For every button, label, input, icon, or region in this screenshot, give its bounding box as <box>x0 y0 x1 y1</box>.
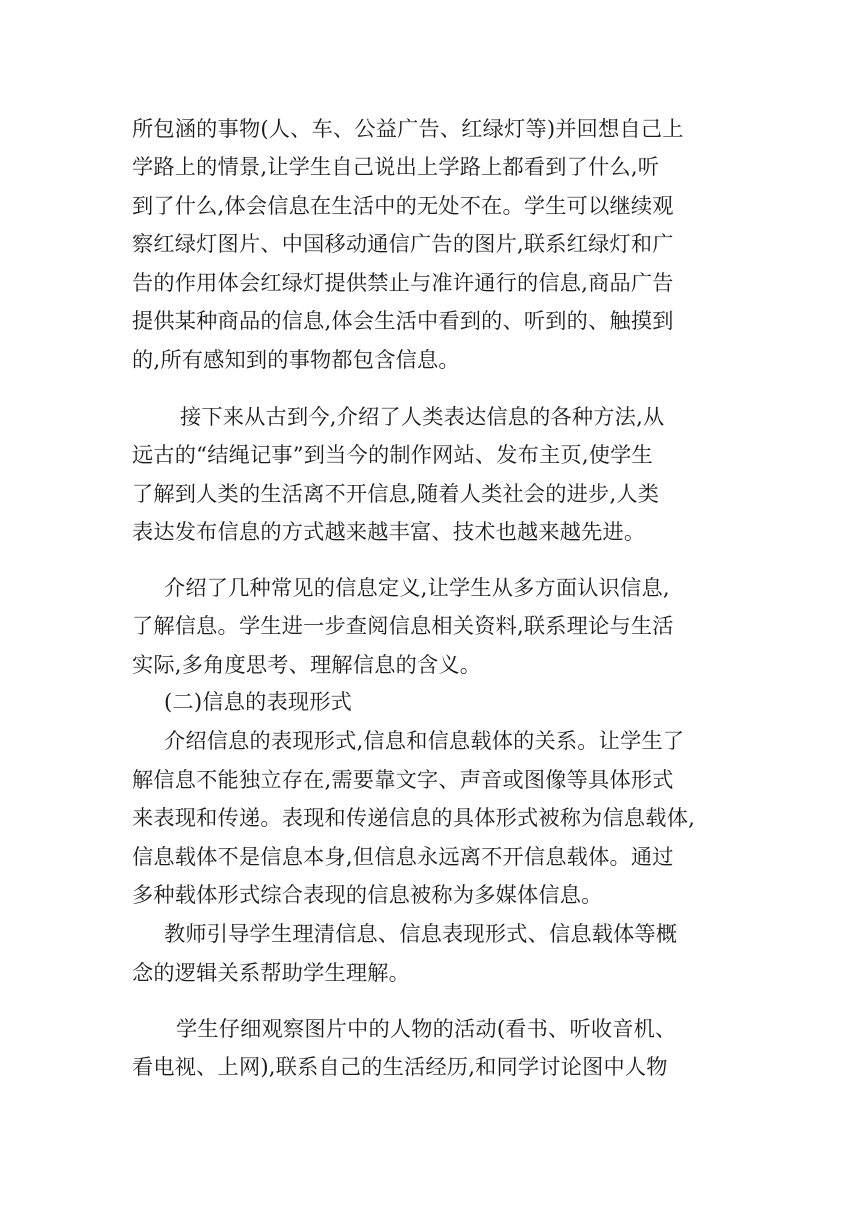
text-line: 表达发布信息的方式越来越丰富、技术也越来越先进。 <box>132 519 646 544</box>
text-line: 实际,多角度思考、理解信息的含义。 <box>132 652 482 677</box>
text-line: 介绍信息的表现形式,信息和信息载体的关系。让学生了 <box>164 728 685 753</box>
text-line: 的,所有感知到的事物都包含信息。 <box>132 347 460 372</box>
text-line: 看电视、上网),联系自己的生活经历,和同学讨论图中人物 <box>132 1054 668 1079</box>
text-line: 介绍了几种常见的信息定义,让学生从多方面认识信息, <box>164 575 670 600</box>
text-line: (二)信息的表现形式 <box>164 689 353 714</box>
text-line: 多种载体形式综合表现的信息被称为多媒体信息。 <box>132 882 603 907</box>
text-line: 了解信息。学生进一步查阅信息相关资料,联系理论与生活 <box>132 613 674 638</box>
text-line: 察红绿灯图片、中国移动通信广告的图片,联系红绿灯和广 <box>132 231 674 256</box>
text-line: 念的逻辑关系帮助学生理解。 <box>132 960 411 985</box>
text-line: 了解到人类的生活离不开信息,随着人类社会的进步,人类 <box>132 481 660 506</box>
text-line: 信息载体不是信息本身,但信息永远离不开信息载体。通过 <box>132 844 674 869</box>
text-line: 到了什么,体会信息在生活中的无处不在。学生可以继续观 <box>132 193 674 218</box>
text-line: 解信息不能独立存在,需要靠文字、声音或图像等具体形式 <box>132 767 674 792</box>
text-line: 所包涵的事物(人、车、公益广告、红绿灯等)并回想自己上 <box>132 116 684 141</box>
text-line: 远古的“结绳记事”到当今的制作网站、发布主页,使学生 <box>132 442 653 467</box>
text-line: 告的作用体会红绿灯提供禁止与准许通行的信息,商品广告 <box>132 270 674 295</box>
text-line: 来表现和传递。表现和传递信息的具体形式被称为信息载体, <box>132 805 696 830</box>
text-line: 教师引导学生理清信息、信息表现形式、信息载体等概 <box>164 921 678 946</box>
text-line: 学生仔细观察图片中的人物的活动(看书、听收音机、 <box>176 1016 677 1041</box>
text-line: 接下来从古到今,介绍了人类表达信息的各种方法,从 <box>180 404 665 429</box>
text-line: 学路上的情景,让学生自己说出上学路上都看到了什么,听 <box>132 154 660 179</box>
text-line: 提供某种商品的信息,体会生活中看到的、听到的、触摸到 <box>132 308 674 333</box>
